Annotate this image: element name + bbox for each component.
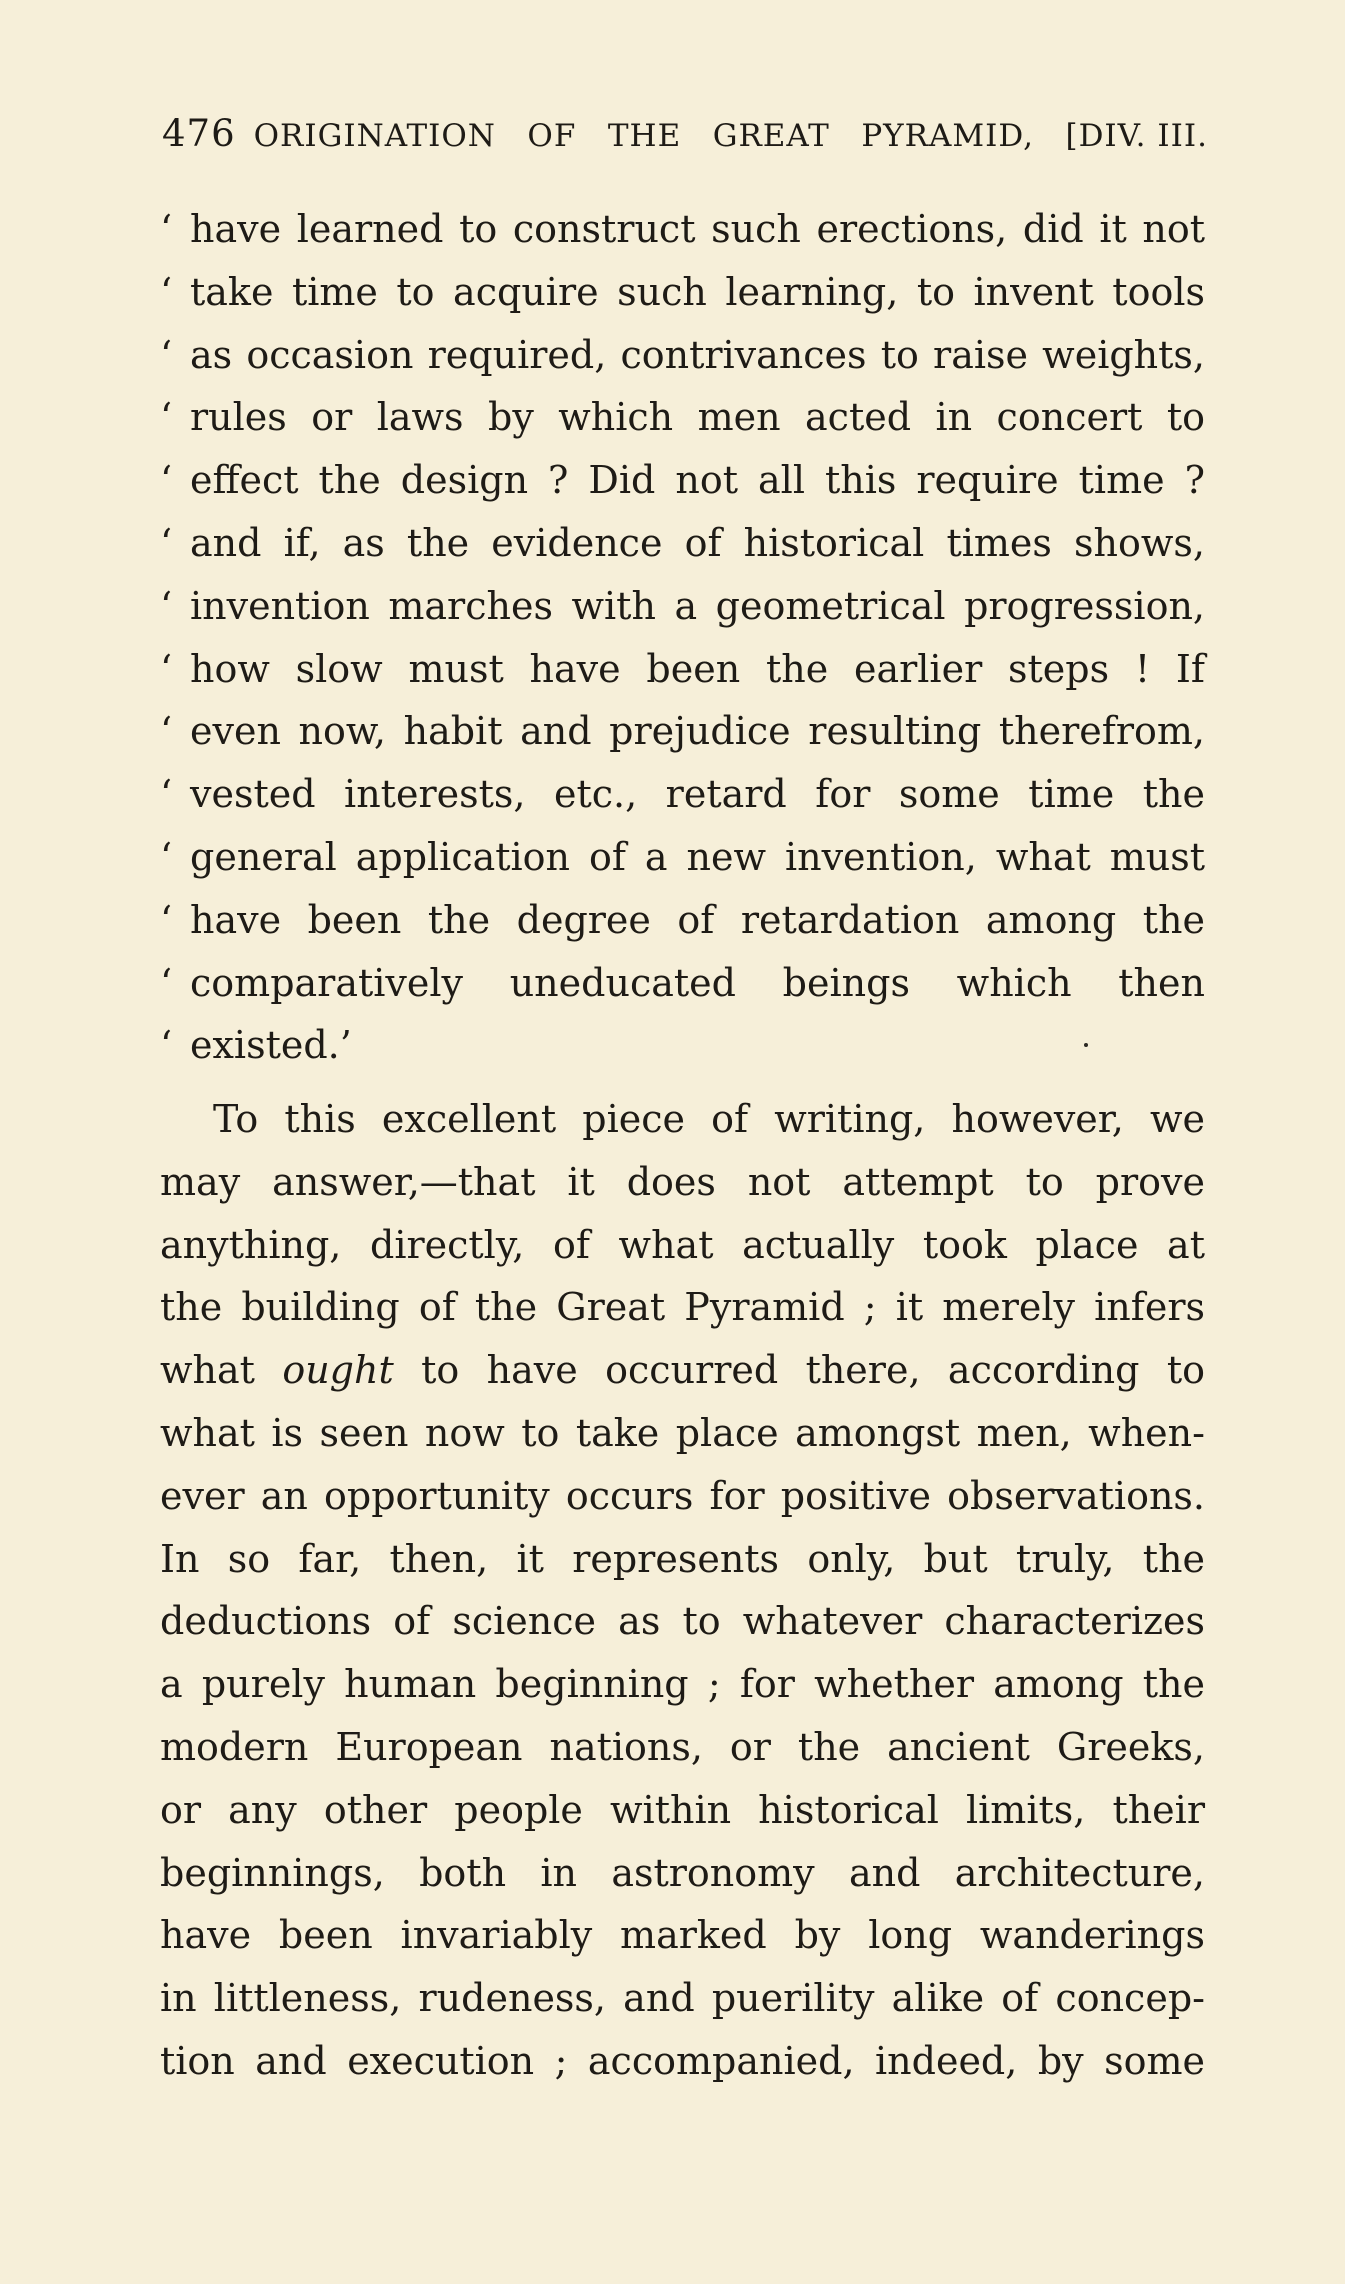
opening-quote-mark: ‘: [160, 709, 173, 754]
body-line: the building of the Great Pyramid ; it merely infers: [160, 1285, 1205, 1330]
running-title-word: OF: [527, 118, 577, 154]
running-head: [162, 112, 1208, 168]
line-suffix: to have occurred there, according to: [393, 1348, 1205, 1393]
opening-quote-mark: ‘: [160, 458, 173, 503]
opening-quote-mark: ‘: [160, 207, 173, 251]
opening-quote-mark: ‘: [160, 332, 173, 377]
quote-line-text: and if, as the evidence of historical times shows,: [190, 520, 1205, 565]
opening-quote-mark: ‘: [160, 583, 173, 628]
quote-line-text: how slow must have been the earlier steps ! If: [190, 646, 1205, 691]
body-line: modern European nations, or the ancient Greeks,: [160, 1724, 1205, 1769]
body-line: or any other people within historical limits, their: [160, 1787, 1205, 1832]
quote-line-text: as occasion required, contrivances to raise weights,: [190, 332, 1205, 377]
quote-line-text: have learned to construct such erections, did it not: [190, 207, 1205, 251]
quote-line: [160, 386, 1205, 449]
opening-quote-mark: ‘: [160, 834, 173, 879]
body-line: [160, 1339, 1205, 1402]
body-line: To this excellent piece of writing, however, we: [213, 1097, 1205, 1141]
body-line: have been invariably marked by long wanderings: [160, 1913, 1205, 1958]
quote-line: [160, 575, 1205, 638]
opening-quote-mark: ‘: [160, 520, 173, 565]
running-title-word: THE: [607, 118, 682, 154]
quote-line: [160, 324, 1205, 387]
running-title-word: GREAT: [712, 118, 830, 154]
opening-quote-mark: ‘: [160, 960, 173, 1005]
quote-line-text: general application of a new invention, what must: [190, 834, 1205, 879]
quote-line-text: have been the degree of retardation among the: [190, 897, 1205, 942]
quote-line-text: vested interests, etc., retard for some time the: [190, 772, 1205, 817]
quoted-passage: [160, 198, 1205, 1077]
ink-speck: [1084, 1043, 1088, 1047]
body-line: beginnings, both in astronomy and architecture,: [160, 1850, 1205, 1895]
quote-line: [160, 826, 1205, 889]
quote-line: [160, 512, 1205, 575]
running-title-word: ORIGINATION: [253, 118, 496, 154]
body-line: may answer,—that it does not attempt to prove: [160, 1159, 1205, 1204]
body-line: tion and execution ; accompanied, indeed, by some: [160, 2038, 1205, 2083]
quote-line-text: effect the design ? Did not all this require time ?: [190, 458, 1205, 503]
body-line: anything, directly, of what actually took place at: [160, 1222, 1205, 1267]
opening-quote-mark: ‘: [160, 646, 173, 691]
body-line: what is seen now to take place amongst men, when-: [160, 1410, 1205, 1455]
opening-quote-mark: ‘: [160, 1023, 173, 1068]
quote-line-text: existed.’: [190, 1023, 352, 1068]
body-line: In so far, then, it represents only, but truly, the: [160, 1536, 1205, 1581]
quote-line: [160, 952, 1205, 1015]
opening-quote-mark: ‘: [160, 772, 173, 817]
quote-line-text: rules or laws by which men acted in concert to: [190, 395, 1205, 440]
opening-quote-mark: ‘: [160, 269, 173, 314]
page-number: 476: [162, 112, 236, 155]
quote-line-text: invention marches with a geometrical progression,: [190, 583, 1205, 628]
quote-line: [160, 261, 1205, 324]
body-paragraph: [160, 1088, 1205, 2093]
quote-line: [160, 889, 1205, 952]
italic-emphasis: ought: [282, 1348, 394, 1393]
running-title-word: PYRAMID,: [861, 118, 1034, 154]
quote-line: [160, 198, 1205, 261]
quote-line-text: comparatively uneducated beings which then: [190, 960, 1205, 1005]
quote-line: [160, 700, 1205, 763]
quote-line: [160, 638, 1205, 701]
opening-quote-mark: ‘: [160, 897, 173, 942]
body-line: deductions of science as to whatever characterizes: [160, 1599, 1205, 1644]
line-prefix: what: [160, 1348, 283, 1393]
opening-quote-mark: ‘: [160, 395, 173, 440]
division-marker: [DIV. III.: [1065, 118, 1208, 154]
quote-line: [160, 1014, 1205, 1077]
body-line: a purely human beginning ; for whether among the: [160, 1662, 1205, 1707]
running-title: [254, 118, 1208, 154]
quote-line-text: take time to acquire such learning, to invent tools: [190, 269, 1205, 314]
quote-line: [160, 763, 1205, 826]
quote-line-text: even now, habit and prejudice resulting therefrom,: [190, 709, 1205, 754]
body-line: ever an opportunity occurs for positive observations.: [160, 1473, 1205, 1518]
body-line: in littleness, rudeness, and puerility alike of concep-: [160, 1976, 1205, 2021]
quote-line: [160, 449, 1205, 512]
